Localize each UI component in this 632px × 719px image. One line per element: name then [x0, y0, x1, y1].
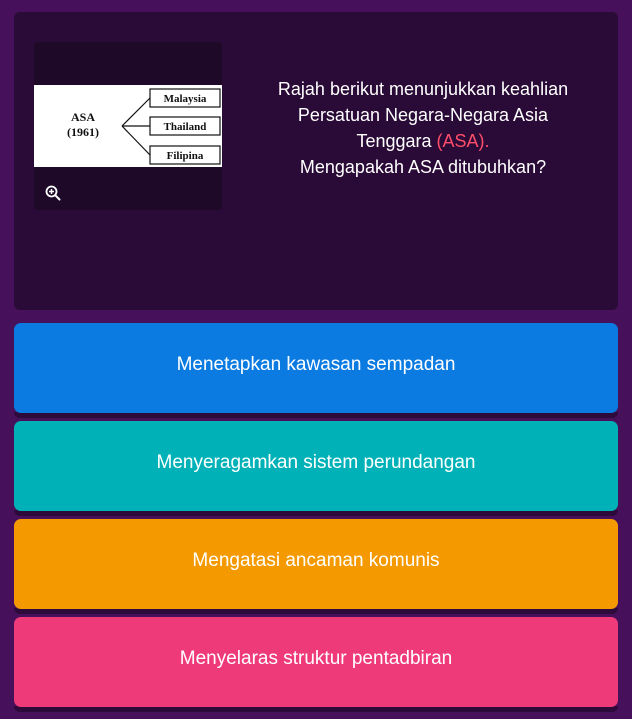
question-card	[14, 12, 618, 310]
diagram-member-malaysia: Malaysia	[163, 93, 207, 105]
question-image[interactable]	[34, 42, 222, 210]
question-text	[236, 76, 610, 180]
diagram-root-line2: (1961)	[67, 125, 99, 139]
answer-options	[14, 323, 618, 715]
answer-option-4[interactable]	[14, 617, 618, 707]
answer-option-4-label: Menyelaras struktur pentadbiran	[179, 648, 453, 669]
zoom-in-icon[interactable]	[42, 182, 64, 204]
diagram-member-thailand: Thailand	[163, 121, 207, 133]
diagram-member-filipina: Filipina	[166, 150, 204, 162]
answer-option-2[interactable]	[14, 421, 618, 511]
answer-option-1-label: Menetapkan kawasan sempadan	[176, 354, 456, 375]
question-line-2: Persatuan Negara-Negara Asia	[297, 105, 549, 125]
answer-option-2-label: Menyeragamkan sistem perundangan	[156, 452, 476, 473]
diagram-connector-bottom	[122, 126, 150, 155]
question-highlight-asa: (ASA).	[436, 131, 490, 151]
answer-option-3-label: Mengatasi ancaman komunis	[192, 550, 440, 571]
question-line-3-prefix: Tenggara	[356, 131, 437, 151]
answer-option-1[interactable]	[14, 323, 618, 413]
answer-option-3[interactable]	[14, 519, 618, 609]
asa-membership-diagram	[34, 85, 222, 167]
diagram-root-line1: ASA	[70, 110, 96, 124]
question-line-3	[236, 128, 610, 154]
diagram-connector-top	[122, 98, 150, 126]
question-line-1: Rajah berikut menunjukkan keahlian	[277, 79, 569, 99]
question-line-4: Mengapakah ASA ditubuhkan?	[299, 157, 547, 177]
